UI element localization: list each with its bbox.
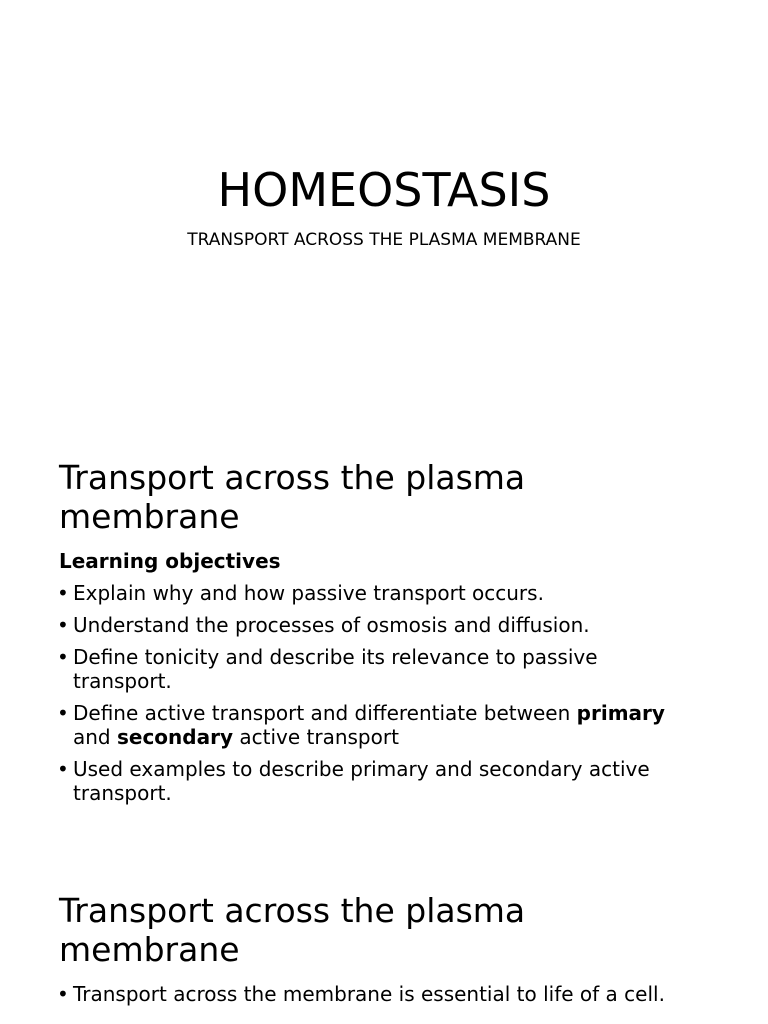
list-item — [57, 645, 697, 693]
bullet-icon: • — [57, 757, 69, 781]
bullet-icon: • — [57, 613, 69, 637]
content-list — [57, 982, 697, 1014]
list-item-text — [73, 701, 665, 749]
list-item-text: Define tonicity and describe its relevance to passive transport. — [73, 645, 598, 693]
text-run: and — [73, 725, 117, 749]
bullet-icon: • — [57, 581, 69, 605]
text-run: Define active transport and differentiate between — [73, 701, 577, 725]
bullet-icon: • — [57, 645, 69, 669]
list-item-text: Explain why and how passive transport occurs. — [73, 581, 544, 605]
text-run: active transport — [233, 725, 399, 749]
bullet-icon: • — [57, 982, 69, 1006]
bullet-icon: • — [57, 701, 69, 725]
list-item-text: Understand the processes of osmosis and diffusion. — [73, 613, 590, 637]
list-item — [57, 757, 697, 805]
section-heading: Transport across the plasma membrane — [59, 458, 526, 536]
objectives-list — [57, 581, 697, 813]
list-item — [57, 982, 697, 1006]
learning-objectives-label: Learning objectives — [59, 549, 281, 573]
list-item — [57, 581, 697, 605]
list-item — [57, 613, 697, 637]
slide-subtitle: TRANSPORT ACROSS THE PLASMA MEMBRANE — [187, 230, 581, 250]
section-heading: Transport across the plasma membrane — [59, 891, 526, 969]
bold-term-primary: primary — [576, 701, 665, 725]
list-item — [57, 701, 697, 749]
bold-term-secondary: secondary — [116, 725, 233, 749]
slide-title: HOMEOSTASIS — [217, 163, 551, 217]
list-item-text: Used examples to describe primary and secondary active transport. — [73, 757, 650, 805]
list-item-text: Transport across the membrane is essential to life of a cell. — [73, 982, 665, 1006]
